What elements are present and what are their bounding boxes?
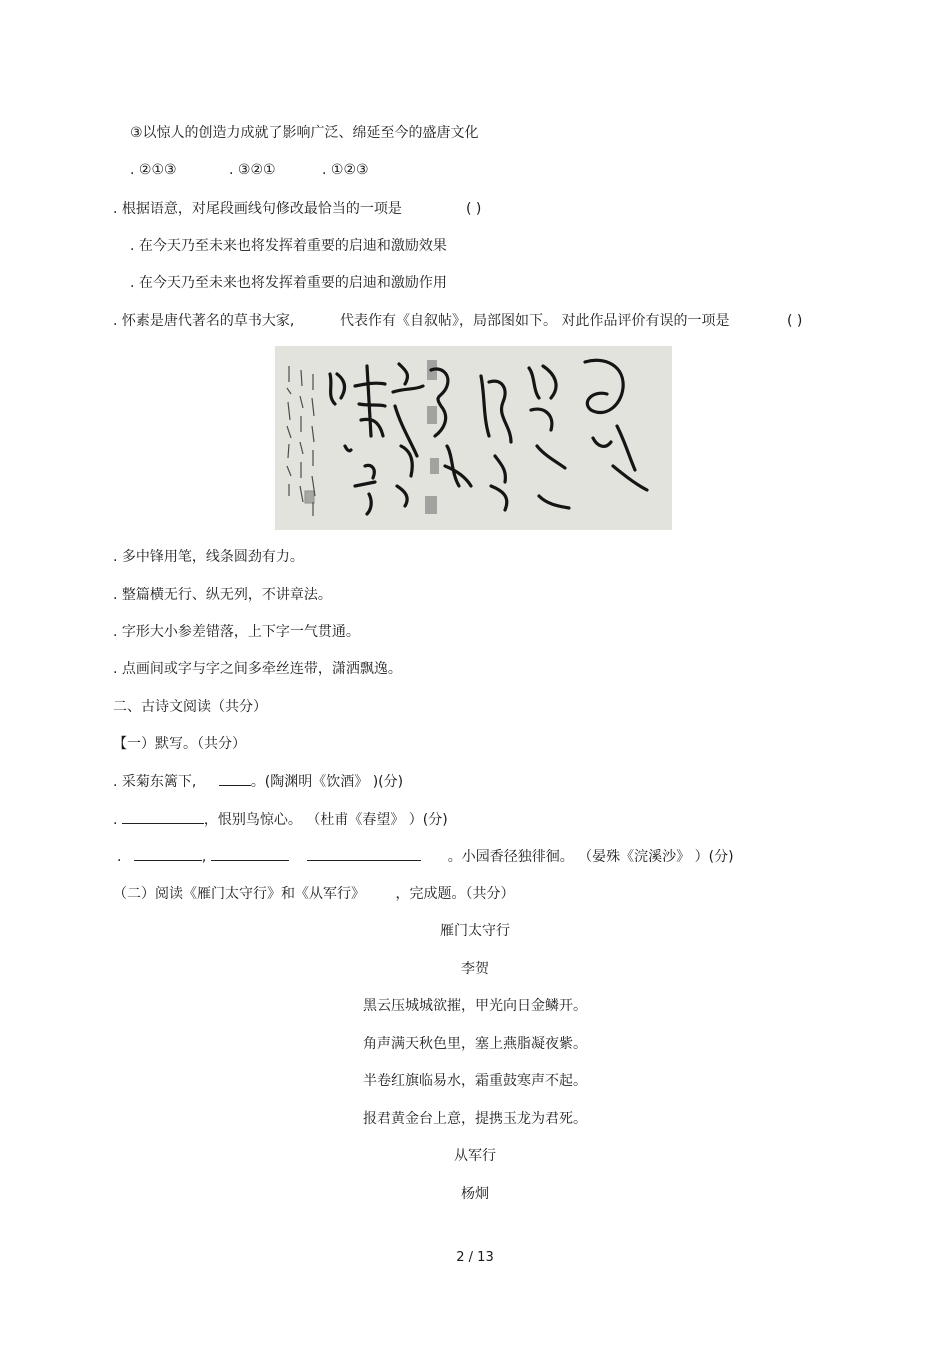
option-item-3: ③以惊人的创造力成就了影响广泛、绵延至今的盛唐文化 <box>130 125 479 141</box>
fill-blank[interactable] <box>122 809 204 824</box>
poem-line: 报君黄金台上意，提携玉龙为君死。 <box>363 1111 587 1127</box>
poem-line: 半卷红旗临易水，霜重鼓寒声不起。 <box>363 1073 587 1089</box>
answer-choice-b: . ③②① <box>229 162 276 178</box>
poem-author: 李贺 <box>461 961 489 977</box>
answer-paren: ( ) <box>466 201 482 217</box>
dictation-3: . , 。小园香径独徘徊。 （晏殊《浣溪沙》 ）(分) <box>117 846 734 867</box>
dictation-2: . ，恨别鸟惊心。 （杜甫《春望》 ）(分) <box>113 809 448 830</box>
option-b: . 在今天乃至未来也将发挥着重要的启迪和激励作用 <box>130 275 447 291</box>
part-title-2-tail: ，完成题。（共分） <box>395 886 515 902</box>
calligraphy-image <box>275 346 672 530</box>
part-title-2 <box>113 884 514 904</box>
fill-blank[interactable] <box>219 771 251 786</box>
part-title: 【一）默写。（共分） <box>113 736 246 752</box>
option-d: . 点画间或字与字之间多牵丝连带，潇洒飘逸。 <box>113 661 402 677</box>
option-a: . 在今天乃至未来也将发挥着重要的启迪和激励效果 <box>130 238 447 254</box>
poem-title: 雁门太守行 <box>440 923 510 939</box>
fill-blank[interactable] <box>134 846 202 861</box>
poem-author: 杨炯 <box>461 1186 489 1202</box>
answer-paren: ( ) <box>787 313 803 329</box>
dictation-1 <box>113 771 403 792</box>
poem-line: 黑云压城城欲摧，甲光向日金鳞开。 <box>363 998 587 1014</box>
dictation-2-source: ，恨别鸟惊心。 （杜甫《春望》 ）(分) <box>203 812 448 828</box>
page-number: 2 / 13 <box>456 1250 494 1265</box>
section-title: 二、古诗文阅读（共分） <box>113 699 267 715</box>
dictation-3-source: 。小园香径独徘徊。 （晏殊《浣溪沙》 ）(分) <box>447 849 734 865</box>
answer-choice-c: . ①②③ <box>322 162 369 178</box>
dictation-1-prompt: . 采菊东篱下, <box>113 774 197 790</box>
poem-line: 角声满天秋色里，塞上燕脂凝夜紫。 <box>363 1036 587 1052</box>
dictation-1-source: 。(陶渊明《饮酒》 )(分) <box>250 774 404 790</box>
part-title-2-text: （二）阅读《雁门太守行》和《从军行》 <box>113 886 365 902</box>
poem-title: 从军行 <box>454 1148 496 1164</box>
question-revise-stem: . 根据语意，对尾段画线句修改最恰当的一项是 <box>113 201 402 217</box>
calligraphy-strokes <box>275 346 672 530</box>
option-c: . 字形大小参差错落，上下字一气贯通。 <box>113 624 360 640</box>
option-b: . 整篇横无行、纵无列，不讲章法。 <box>113 587 332 603</box>
question-calligraphy-stem-cont: 代表作有《自叙帖》，局部图如下。 对此作品评价有误的一项是 <box>340 313 730 329</box>
answer-choice-a: . ②①③ <box>130 162 177 178</box>
option-a: . 多中锋用笔，线条圆劲有力。 <box>113 549 304 565</box>
question-calligraphy-stem: . 怀素是唐代著名的草书大家, <box>113 313 295 329</box>
fill-blank[interactable] <box>211 846 289 861</box>
dictation-3-comma: , <box>201 849 207 865</box>
fill-blank[interactable] <box>307 846 421 861</box>
